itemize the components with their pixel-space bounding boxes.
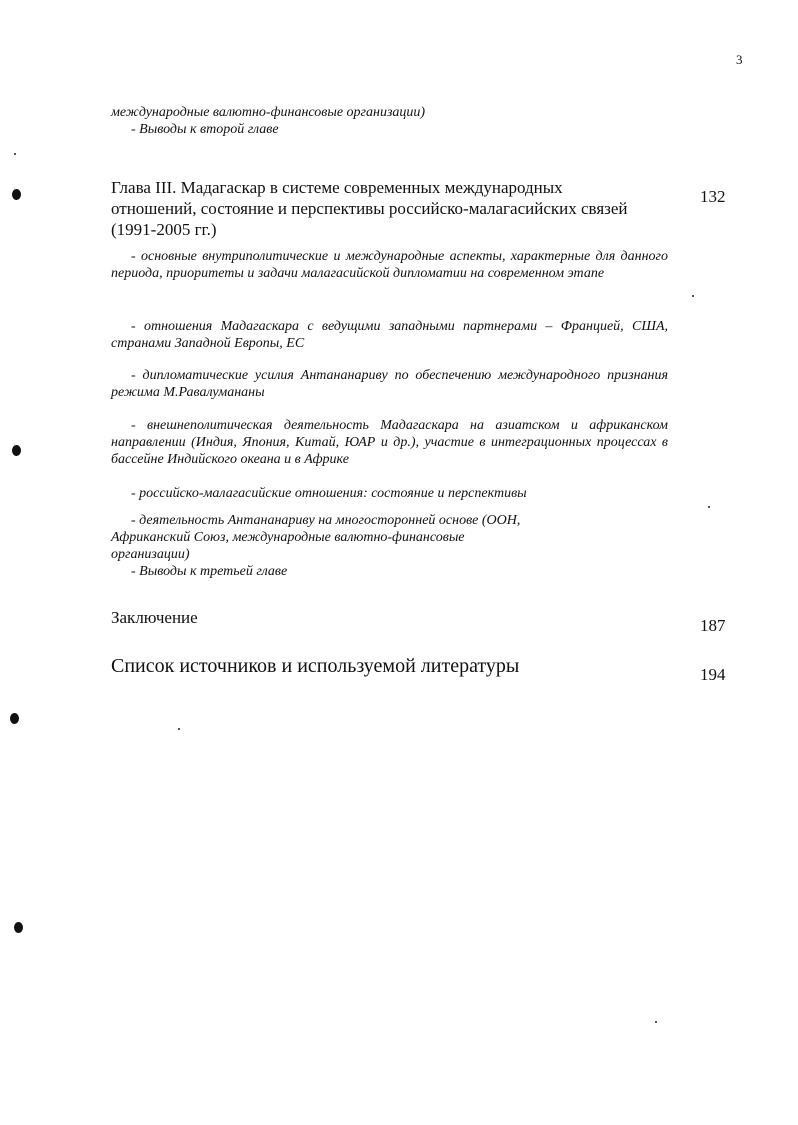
chapter-3-last-item-line: организации) bbox=[111, 547, 190, 562]
scan-speck bbox=[14, 153, 16, 155]
prev-chapter-conclusion: - Выводы к второй главе bbox=[131, 122, 279, 137]
chapter-3-item: - внешнеполитическая деятельность Мадагаскара на азиатском и африканском направлении (Индия, Япония, Китай, ЮАР и др.), участие в интеграционных процессах в бассейне Индийского океана и в Африке bbox=[111, 418, 668, 467]
chapter-3-title: Глава III. Мадагаскар в системе современных международных отношений, состояние и перспективы российско-малагасийских связей (1991-2005 гг.) bbox=[111, 178, 628, 239]
prev-chapter-line: международные валютно-финансовые организации) bbox=[111, 105, 426, 120]
chapter-3-last-item bbox=[111, 512, 668, 580]
chapter-3-last-item-line: - деятельность Антананариву на многосторонней основе (ООН, bbox=[131, 513, 521, 528]
conclusion-page: 187 bbox=[700, 616, 726, 635]
scan-speck bbox=[692, 295, 694, 297]
conclusion-title: Заключение bbox=[111, 608, 198, 627]
sources-page: 194 bbox=[700, 665, 726, 684]
binder-hole bbox=[12, 445, 21, 456]
binder-hole bbox=[14, 922, 23, 933]
chapter-3-item: - российско-малагасийские отношения: состояние и перспективы bbox=[131, 486, 527, 501]
binder-hole bbox=[12, 189, 21, 200]
page-number: 3 bbox=[736, 52, 743, 67]
scan-speck bbox=[178, 728, 180, 730]
scan-speck bbox=[655, 1021, 657, 1023]
chapter-3-item: - основные внутриполитические и международные аспекты, характерные для данного периода, приоритеты и задачи малагасийской дипломатии на современном этапе bbox=[111, 249, 668, 281]
binder-hole bbox=[10, 713, 19, 724]
chapter-3-last-item-line: Африканский Союз, международные валютно-финансовые bbox=[111, 530, 465, 545]
sources-title: Список источников и используемой литературы bbox=[111, 655, 520, 677]
scan-speck bbox=[708, 506, 710, 508]
chapter-3-item: - дипломатические усилия Антананариву по обеспечению международного признания режима М.Равалумананы bbox=[111, 368, 668, 400]
prev-chapter-tail bbox=[111, 104, 668, 138]
chapter-3-page: 132 bbox=[700, 187, 726, 206]
chapter-3-conclusion: - Выводы к третьей главе bbox=[131, 564, 288, 579]
chapter-3-item: - отношения Мадагаскара с ведущими западными партнерами – Францией, США, странами Западной Европы, ЕС bbox=[111, 319, 668, 351]
